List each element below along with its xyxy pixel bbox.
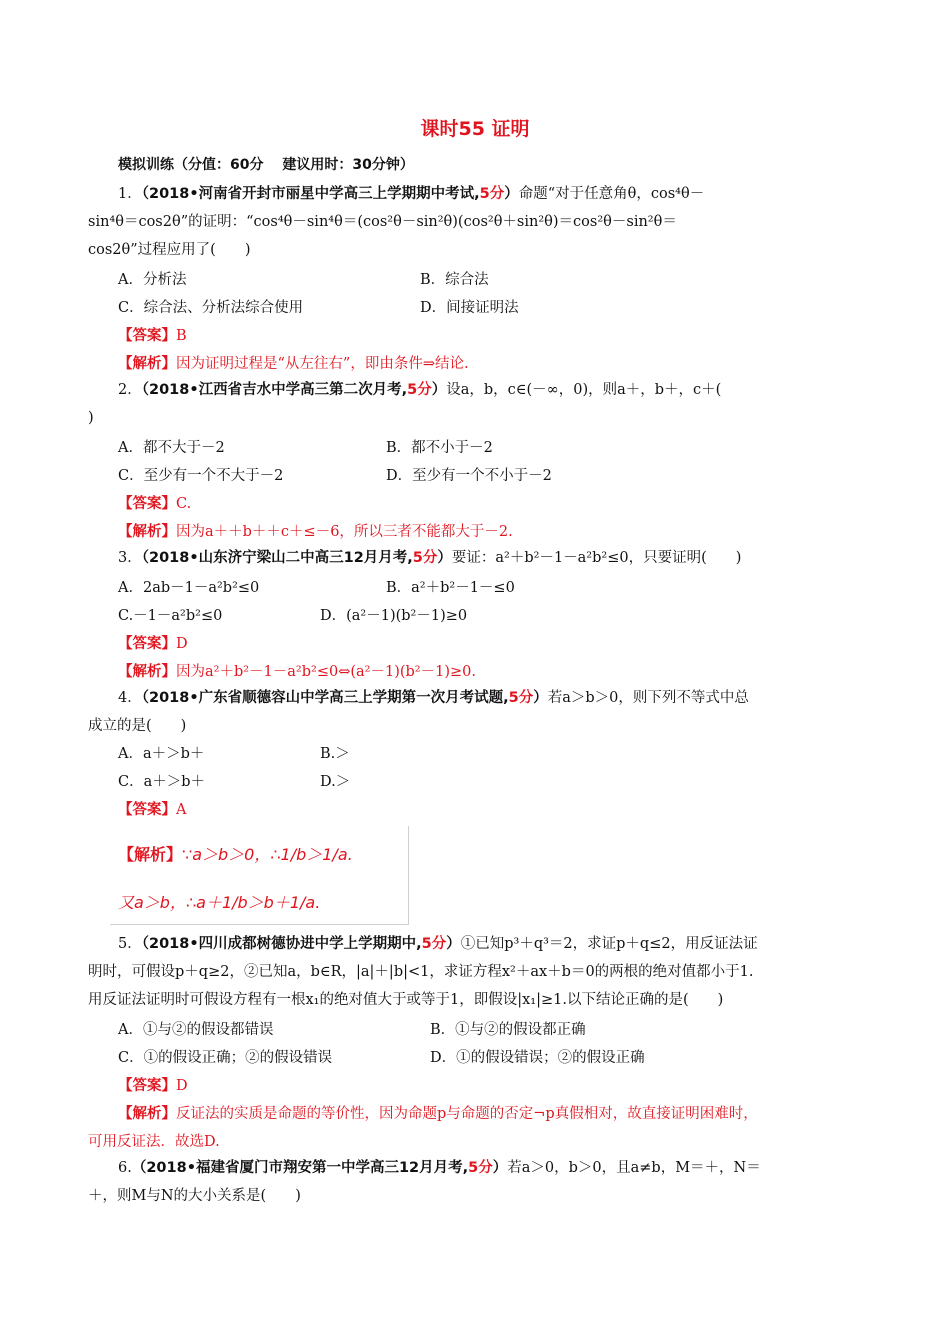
q2-answer: 【答案】C. (118, 496, 192, 512)
q1-answer: 【答案】B (118, 328, 187, 344)
q1-option-a: A．分析法 (118, 272, 187, 288)
q3-analysis: 【解析】因为a²＋b²－1－a²b²≤0⇔(a²－1)(b²－1)≥0. (118, 664, 476, 680)
question-2-line-2: ) (88, 410, 94, 426)
q2-option-c: C．至少有一个不大于－2 (118, 468, 284, 484)
page-title: 课时55 证明 (420, 118, 530, 140)
q1-option-c: C．综合法、分析法综合使用 (118, 300, 304, 316)
question-5-line-3: 用反证法证明时可假设方程有一根x₁的绝对值大于或等于1，即假设|x₁|≥1.以下结论正确的是( ) (88, 992, 724, 1008)
q2-option-b: B．都不小于－2 (386, 440, 493, 456)
q3-option-d: D．(a²－1)(b²－1)≥0 (320, 608, 468, 624)
question-5-line-2: 明时，可假设p＋q≥2，②已知a，b∈R，|a|＋|b|<1，求证方程x²＋ax＋b＝0的两根的绝对值都小于1. (88, 964, 754, 980)
question-4-line-2: 成立的是( ) (88, 718, 187, 734)
q5-option-d: D．①的假设错误；②的假设正确 (430, 1050, 645, 1066)
q4-analysis-image-line-2: 又a＞b，∴a＋1/b＞b＋1/a. (118, 893, 321, 912)
q4-answer: 【答案】A (118, 802, 187, 818)
question-1-line-3: cos2θ”过程应用了( ) (88, 242, 251, 258)
q5-answer: 【答案】D (118, 1078, 188, 1094)
section-subtitle: 模拟训练（分值：60分 建议用时：30分钟） (118, 157, 414, 173)
q3-option-c: C.－1－a²b²≤0 (118, 608, 223, 624)
question-3-line-1: 3．（2018•山东济宁梁山二中高三12月月考,5分）要证：a²＋b²－1－a²b²≤0，只要证明( ) (118, 550, 742, 566)
q3-option-b: B．a²＋b²－1－≤0 (386, 580, 515, 596)
q4-analysis-image-line-1: 【解析】∵a＞b＞0，∴1/b＞1/a. (118, 845, 353, 864)
q1-analysis: 【解析】因为证明过程是“从左往右”，即由条件⇒结论. (118, 356, 469, 372)
q2-option-d: D．至少有一个不小于－2 (386, 468, 552, 484)
q5-analysis: 【解析】反证法的实质是命题的等价性，因为命题p与命题的否定¬p真假相对，故直接证明困难时， (118, 1106, 758, 1122)
q4-analysis-image (110, 826, 409, 925)
q4-option-b: B.＞ (320, 746, 350, 762)
q5-option-a: A．①与②的假设都错误 (118, 1022, 274, 1038)
q4-option-d: D.＞ (320, 774, 351, 790)
q3-option-a: A．2ab－1－a²b²≤0 (118, 580, 260, 596)
q2-option-a: A．都不大于－2 (118, 440, 225, 456)
q4-option-a: A．a＋＞b＋ (118, 746, 205, 762)
q1-option-b: B．综合法 (420, 272, 489, 288)
q4-option-c: C．a＋＞b＋ (118, 774, 206, 790)
question-2-line-1: 2．（2018•江西省吉水中学高三第二次月考,5分）设a，b，c∈(－∞，0)，则a＋，b＋，c＋( (118, 382, 722, 398)
question-5-line-1: 5．（2018•四川成都树德协进中学上学期期中,5分）①已知p³＋q³＝2，求证p＋q≤2，用反证法证 (118, 936, 758, 952)
question-6-line-2: ＋，则M与N的大小关系是( ) (88, 1188, 301, 1204)
question-6-line-1: 6.（2018•福建省厦门市翔安第一中学高三12月月考,5分）若a＞0，b＞0，且a≠b，M＝＋，N＝ (118, 1160, 761, 1176)
q2-analysis: 【解析】因为a＋＋b＋＋c＋≤－6，所以三者不能都大于－2. (118, 524, 513, 540)
q5-analysis-line-2: 可用反证法．故选D. (88, 1134, 220, 1150)
question-1-line-2: sin⁴θ＝cos2θ”的证明：“cos⁴θ－sin⁴θ＝(cos²θ－sin²θ)(cos²θ＋sin²θ)＝cos²θ－sin²θ＝ (88, 214, 677, 230)
q1-option-d: D．间接证明法 (420, 300, 519, 316)
question-4-line-1: 4．（2018•广东省顺德容山中学高三上学期第一次月考试题,5分）若a＞b＞0，则下列不等式中总 (118, 690, 749, 706)
q3-answer: 【答案】D (118, 636, 188, 652)
q5-option-c: C．①的假设正确；②的假设错误 (118, 1050, 333, 1066)
q5-option-b: B．①与②的假设都正确 (430, 1022, 586, 1038)
question-1-line-1: 1．（2018•河南省开封市丽星中学高三上学期期中考试,5分）命题“对于任意角θ，cos⁴θ－ (118, 186, 705, 202)
